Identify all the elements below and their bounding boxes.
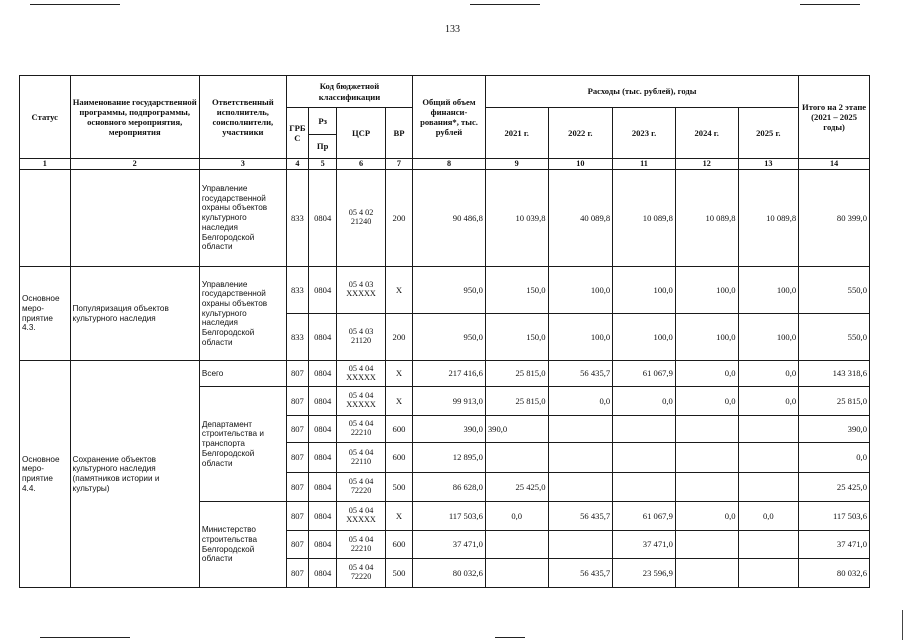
scan-edge-mark <box>902 610 903 640</box>
year-2024-cell: 0,0 <box>675 387 738 416</box>
year-2022-cell: 56 435,7 <box>548 361 613 387</box>
year-2022-cell <box>548 531 613 559</box>
year-2024-cell: 10 089,8 <box>675 170 738 267</box>
total-cell: 950,0 <box>413 314 486 361</box>
year-2021-cell <box>485 531 548 559</box>
total-cell: 390,0 <box>413 416 486 443</box>
column-index: 3 <box>199 159 286 170</box>
column-index: 12 <box>675 159 738 170</box>
year-2024-cell: 0,0 <box>675 502 738 531</box>
year-2025-cell: 100,0 <box>738 267 799 314</box>
grbs-cell: 807 <box>286 502 308 531</box>
header-csr: ЦСР <box>337 108 386 159</box>
year-2022-cell: 0,0 <box>548 387 613 416</box>
page-number: 133 <box>445 24 460 35</box>
year-2021-cell: 390,0 <box>485 416 548 443</box>
scan-edge-rule <box>40 637 130 638</box>
responsible-cell: Управление государственной охраны объектов культурного наследия Белгородской области <box>199 267 286 361</box>
year-2021-cell: 150,0 <box>485 267 548 314</box>
csr-cell: 05 4 04 XXXXX <box>337 502 386 531</box>
budget-table <box>19 75 870 588</box>
header-year-2024: 2024 г. <box>675 108 738 159</box>
header-name: Наименование государственной программы, подпрограммы, основного мероприятия, мероприятия <box>70 76 199 159</box>
header-vr: ВР <box>385 108 412 159</box>
grbs-cell: 807 <box>286 473 308 502</box>
year-2021-cell: 25 815,0 <box>485 387 548 416</box>
stage-total-cell: 80 399,0 <box>799 170 870 267</box>
csr-cell: 05 4 04 XXXXX <box>337 387 386 416</box>
vr-cell: X <box>385 267 412 314</box>
year-2025-cell <box>738 443 799 473</box>
grbs-cell: 807 <box>286 416 308 443</box>
column-index: 5 <box>309 159 337 170</box>
year-2023-cell: 61 067,9 <box>613 502 676 531</box>
stage-total-cell: 37 471,0 <box>799 531 870 559</box>
year-2025-cell: 10 089,8 <box>738 170 799 267</box>
csr-cell: 05 4 04 72220 <box>337 559 386 588</box>
column-index: 9 <box>485 159 548 170</box>
year-2025-cell <box>738 473 799 502</box>
header-year-2023: 2023 г. <box>613 108 676 159</box>
year-2025-cell: 0,0 <box>738 387 799 416</box>
rzpr-cell: 0804 <box>309 387 337 416</box>
year-2023-cell: 10 089,8 <box>613 170 676 267</box>
year-2022-cell: 56 435,7 <box>548 502 613 531</box>
year-2024-cell <box>675 531 738 559</box>
year-2022-cell <box>548 443 613 473</box>
scan-edge-rule <box>30 4 120 5</box>
column-index: 8 <box>413 159 486 170</box>
rzpr-cell: 0804 <box>309 361 337 387</box>
column-index: 6 <box>337 159 386 170</box>
year-2025-cell: 0,0 <box>738 502 799 531</box>
vr-cell: 600 <box>385 443 412 473</box>
grbs-cell: 833 <box>286 314 308 361</box>
year-2025-cell <box>738 416 799 443</box>
vr-cell: 600 <box>385 531 412 559</box>
stage-total-cell: 117 503,6 <box>799 502 870 531</box>
year-2025-cell: 0,0 <box>738 361 799 387</box>
csr-cell: 05 4 04 22210 <box>337 416 386 443</box>
stage-total-cell: 143 318,6 <box>799 361 870 387</box>
column-index: 1 <box>20 159 71 170</box>
responsible-cell: Управление государственной охраны объектов культурного наследия Белгородской области <box>199 170 286 267</box>
rzpr-cell: 0804 <box>309 314 337 361</box>
vr-cell: X <box>385 502 412 531</box>
year-2021-cell: 150,0 <box>485 314 548 361</box>
year-2025-cell <box>738 531 799 559</box>
header-grbs: ГРБ С <box>286 108 308 159</box>
total-cell: 950,0 <box>413 267 486 314</box>
csr-cell: 05 4 04 XXXXX <box>337 361 386 387</box>
vr-cell: 200 <box>385 314 412 361</box>
stage-total-cell: 0,0 <box>799 443 870 473</box>
csr-cell: 05 4 04 22210 <box>337 531 386 559</box>
column-index: 13 <box>738 159 799 170</box>
year-2022-cell <box>548 416 613 443</box>
year-2022-cell: 100,0 <box>548 267 613 314</box>
grbs-cell: 833 <box>286 267 308 314</box>
stage-total-cell: 25 425,0 <box>799 473 870 502</box>
scan-edge-rule <box>800 4 860 5</box>
year-2024-cell <box>675 473 738 502</box>
year-2024-cell: 100,0 <box>675 314 738 361</box>
header-total-volume: Общий объем финанси- рования*, тыс. рублей <box>413 76 486 159</box>
year-2021-cell: 25 815,0 <box>485 361 548 387</box>
header-year-2021: 2021 г. <box>485 108 548 159</box>
header-year-2022: 2022 г. <box>548 108 613 159</box>
year-2025-cell <box>738 559 799 588</box>
total-cell: 37 471,0 <box>413 531 486 559</box>
column-index: 7 <box>385 159 412 170</box>
year-2022-cell: 40 089,8 <box>548 170 613 267</box>
responsible-cell: Министерство строительства Белгородской области <box>199 502 286 588</box>
vr-cell: 600 <box>385 416 412 443</box>
table-row <box>20 170 870 267</box>
header-expenses: Расходы (тыс. рублей), годы <box>485 76 798 108</box>
csr-cell: 05 4 04 72220 <box>337 473 386 502</box>
grbs-cell: 833 <box>286 170 308 267</box>
year-2024-cell <box>675 443 738 473</box>
total-cell: 117 503,6 <box>413 502 486 531</box>
total-cell: 90 486,8 <box>413 170 486 267</box>
stage-total-cell: 25 815,0 <box>799 387 870 416</box>
table-row <box>20 267 870 314</box>
responsible-cell: Департамент строительства и транспорта Белгородской области <box>199 387 286 502</box>
year-2024-cell <box>675 416 738 443</box>
stage-total-cell: 550,0 <box>799 314 870 361</box>
column-index: 11 <box>613 159 676 170</box>
year-2023-cell: 100,0 <box>613 314 676 361</box>
grbs-cell: 807 <box>286 361 308 387</box>
year-2023-cell <box>613 416 676 443</box>
year-2024-cell: 100,0 <box>675 267 738 314</box>
header-total-stage: Итого на 2 этапе (2021 – 2025 годы) <box>799 76 870 159</box>
year-2021-cell: 0,0 <box>485 502 548 531</box>
header-status: Статус <box>20 76 71 159</box>
year-2021-cell <box>485 559 548 588</box>
year-2024-cell: 0,0 <box>675 361 738 387</box>
header-year-2025: 2025 г. <box>738 108 799 159</box>
grbs-cell: 807 <box>286 559 308 588</box>
header-responsible: Ответственный исполнитель, соисполнители, участники <box>199 76 286 159</box>
year-2022-cell: 100,0 <box>548 314 613 361</box>
grbs-cell: 807 <box>286 387 308 416</box>
year-2023-cell: 23 596,9 <box>613 559 676 588</box>
year-2023-cell: 61 067,9 <box>613 361 676 387</box>
column-index: 14 <box>799 159 870 170</box>
year-2021-cell: 10 039,8 <box>485 170 548 267</box>
vr-cell: X <box>385 387 412 416</box>
year-2023-cell <box>613 473 676 502</box>
header-pr: Пр <box>309 135 337 159</box>
responsible-cell-total: Всего <box>199 361 286 387</box>
year-2022-cell <box>548 473 613 502</box>
scan-edge-rule <box>495 637 525 638</box>
column-index: 4 <box>286 159 308 170</box>
csr-cell: 05 4 02 21240 <box>337 170 386 267</box>
total-cell: 99 913,0 <box>413 387 486 416</box>
vr-cell: 200 <box>385 170 412 267</box>
table-row <box>20 361 870 387</box>
year-2023-cell: 37 471,0 <box>613 531 676 559</box>
stage-total-cell: 550,0 <box>799 267 870 314</box>
name-cell <box>70 170 199 267</box>
rzpr-cell: 0804 <box>309 473 337 502</box>
year-2025-cell: 100,0 <box>738 314 799 361</box>
header-rz: Рз <box>309 108 337 135</box>
csr-cell: 05 4 03 21120 <box>337 314 386 361</box>
stage-total-cell: 390,0 <box>799 416 870 443</box>
rzpr-cell: 0804 <box>309 416 337 443</box>
total-cell: 217 416,6 <box>413 361 486 387</box>
status-cell: Основное меро- приятие 4.4. <box>20 361 71 588</box>
status-cell <box>20 170 71 267</box>
vr-cell: X <box>385 361 412 387</box>
status-cell: Основное меро- приятие 4.3. <box>20 267 71 361</box>
total-cell: 86 628,0 <box>413 473 486 502</box>
rzpr-cell: 0804 <box>309 267 337 314</box>
name-cell: Популяризация объектов культурного наследия <box>70 267 199 361</box>
csr-cell: 05 4 04 22110 <box>337 443 386 473</box>
vr-cell: 500 <box>385 473 412 502</box>
rzpr-cell: 0804 <box>309 531 337 559</box>
rzpr-cell: 0804 <box>309 502 337 531</box>
total-cell: 12 895,0 <box>413 443 486 473</box>
csr-cell: 05 4 03 XXXXX <box>337 267 386 314</box>
year-2021-cell: 25 425,0 <box>485 473 548 502</box>
scan-edge-rule <box>470 4 540 5</box>
grbs-cell: 807 <box>286 443 308 473</box>
header-budget-code: Код бюджетной классификации <box>286 76 412 108</box>
year-2023-cell: 100,0 <box>613 267 676 314</box>
rzpr-cell: 0804 <box>309 559 337 588</box>
grbs-cell: 807 <box>286 531 308 559</box>
rzpr-cell: 0804 <box>309 170 337 267</box>
year-2023-cell: 0,0 <box>613 387 676 416</box>
stage-total-cell: 80 032,6 <box>799 559 870 588</box>
name-cell: Сохранение объектов культурного наследия (памятников истории и культуры) <box>70 361 199 588</box>
year-2023-cell <box>613 443 676 473</box>
vr-cell: 500 <box>385 559 412 588</box>
column-index: 2 <box>70 159 199 170</box>
total-cell: 80 032,6 <box>413 559 486 588</box>
year-2021-cell <box>485 443 548 473</box>
column-index: 10 <box>548 159 613 170</box>
year-2024-cell <box>675 559 738 588</box>
year-2022-cell: 56 435,7 <box>548 559 613 588</box>
rzpr-cell: 0804 <box>309 443 337 473</box>
